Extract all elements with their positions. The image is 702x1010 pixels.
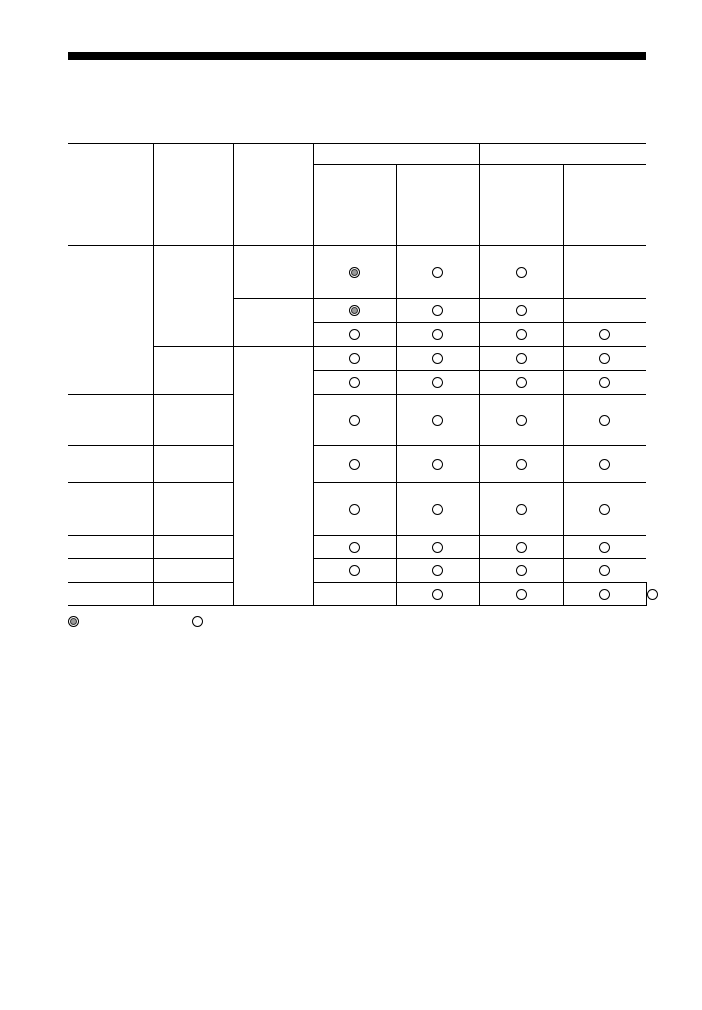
mark-cell bbox=[479, 446, 563, 483]
mark-cell bbox=[313, 536, 396, 559]
circle-icon bbox=[432, 565, 443, 576]
header-cell-1 bbox=[68, 144, 153, 246]
circle-icon bbox=[349, 329, 360, 340]
mark-cell bbox=[396, 246, 479, 299]
mark-cell bbox=[479, 246, 563, 299]
mark-cell bbox=[396, 483, 479, 536]
mark-cell bbox=[563, 536, 646, 559]
row-label-a bbox=[68, 536, 153, 559]
mark-cell bbox=[396, 536, 479, 559]
mark-cell bbox=[479, 483, 563, 536]
header-group-2 bbox=[479, 144, 646, 165]
circle-icon bbox=[516, 305, 527, 316]
circle-icon bbox=[432, 459, 443, 470]
mark-cell bbox=[563, 246, 646, 299]
circle-icon bbox=[432, 353, 443, 364]
row-label-b bbox=[153, 446, 233, 483]
circle-icon bbox=[599, 565, 610, 576]
circle-icon bbox=[599, 415, 610, 426]
circle-icon bbox=[599, 542, 610, 553]
mark-cell bbox=[313, 559, 396, 583]
circle-icon bbox=[647, 589, 658, 600]
mark-cell bbox=[563, 299, 646, 323]
table-row bbox=[68, 483, 646, 536]
mark-cell bbox=[313, 246, 396, 299]
circle-icon bbox=[599, 353, 610, 364]
circle-icon bbox=[349, 353, 360, 364]
mark-cell bbox=[313, 299, 396, 323]
circle-icon bbox=[516, 415, 527, 426]
mark-cell bbox=[313, 483, 396, 536]
circle-icon bbox=[516, 267, 527, 278]
circle-icon bbox=[432, 305, 443, 316]
mark-cell bbox=[563, 559, 646, 583]
circle-icon bbox=[432, 377, 443, 388]
mark-cell bbox=[479, 323, 563, 347]
row-label-a bbox=[68, 483, 153, 536]
row-label-a bbox=[68, 446, 153, 483]
circle-icon bbox=[599, 459, 610, 470]
row-label-a bbox=[68, 246, 153, 395]
circle-icon bbox=[349, 415, 360, 426]
table-row bbox=[68, 446, 646, 483]
double-circle-icon bbox=[349, 267, 360, 278]
circle-icon bbox=[599, 589, 610, 600]
circle-icon bbox=[516, 589, 527, 600]
mark-cell bbox=[396, 323, 479, 347]
row-label-b bbox=[153, 583, 233, 606]
mark-cell bbox=[313, 347, 396, 371]
row-label-c2 bbox=[233, 299, 313, 347]
header-sub-4 bbox=[563, 165, 646, 246]
mark-cell bbox=[396, 583, 479, 606]
mark-cell bbox=[479, 536, 563, 559]
circle-icon bbox=[599, 329, 610, 340]
mark-cell bbox=[563, 483, 646, 536]
circle-icon bbox=[516, 377, 527, 388]
mark-cell bbox=[479, 559, 563, 583]
circle-icon bbox=[349, 504, 360, 515]
row-label-b1 bbox=[153, 246, 233, 347]
mark-cell bbox=[313, 371, 396, 395]
circle-icon bbox=[516, 565, 527, 576]
row-label-b bbox=[153, 395, 233, 446]
mark-cell bbox=[396, 559, 479, 583]
mark-cell bbox=[563, 446, 646, 483]
header-sub-1 bbox=[313, 165, 396, 246]
mark-cell bbox=[396, 347, 479, 371]
circle-icon bbox=[599, 377, 610, 388]
table-row bbox=[68, 536, 646, 559]
mark-cell bbox=[313, 323, 396, 347]
double-circle-icon bbox=[68, 616, 79, 627]
circle-icon bbox=[432, 589, 443, 600]
mark-cell bbox=[396, 371, 479, 395]
circle-icon bbox=[516, 504, 527, 515]
header-cell-3 bbox=[233, 144, 313, 246]
table-row bbox=[68, 347, 646, 371]
mark-cell bbox=[479, 583, 563, 606]
row-label-a bbox=[68, 395, 153, 446]
mark-cell bbox=[313, 395, 396, 446]
mark-cell bbox=[563, 323, 646, 347]
row-label-a bbox=[68, 583, 153, 606]
row-label-c bbox=[313, 583, 396, 606]
circle-icon bbox=[349, 542, 360, 553]
circle-icon bbox=[432, 542, 443, 553]
header-cell-2 bbox=[153, 144, 233, 246]
compatibility-table bbox=[68, 143, 646, 606]
mark-cell bbox=[396, 446, 479, 483]
mark-cell bbox=[563, 371, 646, 395]
circle-icon bbox=[349, 377, 360, 388]
mark-cell bbox=[396, 299, 479, 323]
mark-cell bbox=[479, 395, 563, 446]
circle-icon bbox=[432, 329, 443, 340]
row-label-b bbox=[153, 536, 233, 559]
mark-cell bbox=[563, 347, 646, 371]
table-row bbox=[68, 395, 646, 446]
mark-cell bbox=[479, 347, 563, 371]
table-row bbox=[68, 559, 646, 583]
header-sub-2 bbox=[396, 165, 479, 246]
row-label-a bbox=[68, 559, 153, 583]
circle-icon bbox=[349, 565, 360, 576]
row-label-c3 bbox=[233, 347, 313, 606]
table-row bbox=[68, 246, 646, 299]
circle-icon bbox=[599, 504, 610, 515]
circle-icon bbox=[516, 542, 527, 553]
mark-cell bbox=[313, 446, 396, 483]
circle-icon bbox=[516, 353, 527, 364]
row-label-b bbox=[153, 483, 233, 536]
circle-icon bbox=[349, 459, 360, 470]
circle-icon bbox=[192, 616, 203, 627]
circle-icon bbox=[432, 504, 443, 515]
mark-cell bbox=[479, 371, 563, 395]
double-circle-icon bbox=[349, 305, 360, 316]
top-rule bbox=[68, 52, 646, 60]
mark-cell bbox=[563, 395, 646, 446]
circle-icon bbox=[516, 459, 527, 470]
mark-cell bbox=[396, 395, 479, 446]
circle-icon bbox=[516, 329, 527, 340]
table-row bbox=[68, 583, 646, 606]
row-label-b2 bbox=[153, 347, 233, 395]
circle-icon bbox=[432, 415, 443, 426]
row-label-b bbox=[153, 559, 233, 583]
header-sub-3 bbox=[479, 165, 563, 246]
circle-icon bbox=[432, 267, 443, 278]
header-group-1 bbox=[313, 144, 479, 165]
mark-cell bbox=[479, 299, 563, 323]
row-label-c1 bbox=[233, 246, 313, 299]
mark-cell bbox=[563, 583, 646, 606]
